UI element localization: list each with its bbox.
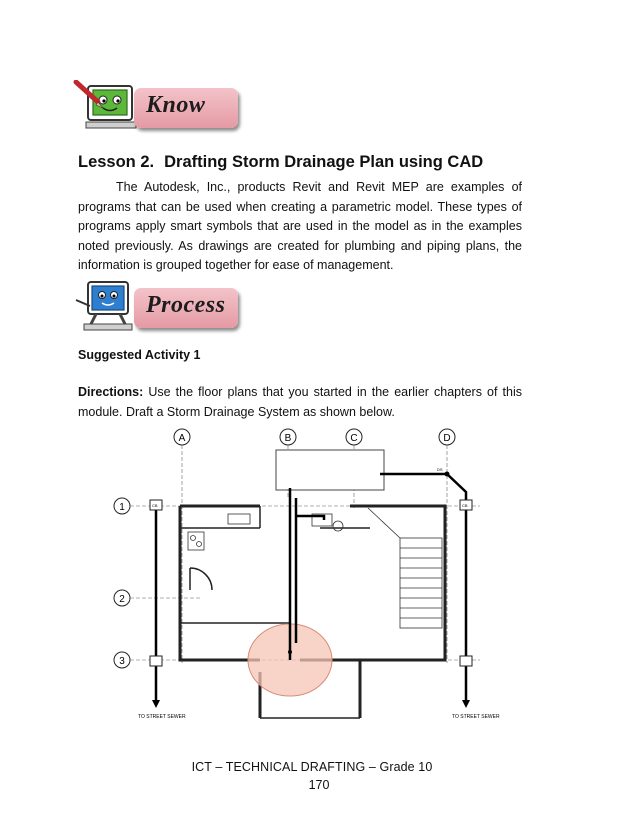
activity-title: Suggested Activity 1	[78, 348, 201, 362]
cb-label: CB	[462, 503, 468, 508]
fixtures	[188, 514, 343, 550]
grid-row-2: 2	[119, 594, 125, 605]
page-number: 170	[308, 778, 330, 792]
storm-drainage-floor-plan	[100, 428, 510, 728]
know-banner	[134, 88, 238, 128]
grid-row-markers	[114, 498, 130, 668]
ds-label: DS	[437, 467, 443, 472]
downspout-icon	[288, 650, 292, 654]
directions-text: Use the floor plans that you started in the earlier chapters of this module. Draft a Storm Drainage System as shown below.	[78, 385, 522, 419]
know-label: Know	[146, 92, 206, 118]
downspout-icon	[445, 472, 450, 477]
lesson-heading	[78, 153, 483, 172]
cb-label: CB	[152, 503, 158, 508]
sewer-labels	[138, 714, 500, 720]
grid-row-3: 3	[119, 656, 125, 667]
sewer-label-left: TO STREET SEWER	[138, 714, 186, 720]
sewer-label-right: TO STREET SEWER	[452, 714, 500, 720]
roof-outline	[276, 450, 384, 490]
lesson-title: Drafting Storm Drainage Plan using CAD	[164, 153, 484, 171]
process-label: Process	[146, 292, 226, 318]
grid-col-c: C	[350, 433, 358, 444]
grid-col-b: B	[284, 433, 292, 444]
grid-col-a: A	[178, 433, 186, 444]
footer-course: ICT – TECHNICAL DRAFTING – Grade 10	[191, 760, 433, 774]
activity-directions	[78, 382, 522, 422]
know-badge	[72, 80, 240, 132]
sewer-arrow-right-icon	[462, 700, 470, 708]
process-badge	[72, 280, 240, 332]
sewer-arrow-left-icon	[152, 700, 160, 708]
grid-column-markers	[174, 429, 455, 445]
lesson-number: Lesson 2.	[78, 153, 155, 171]
grid-row-1: 1	[119, 502, 125, 513]
lesson-paragraph: The Autodesk, Inc., products Revit and Revit MEP are examples of programs that can be used when creating a parametric model. These types of programs apply smart symbols that are used in the model as in the examples noted previously. As drawings are created for plumbing and piping plans, the information is grouped together for ease of management.	[78, 180, 522, 273]
grid-col-d: D	[443, 433, 451, 444]
directions-label: Directions:	[78, 385, 144, 399]
process-banner	[134, 288, 238, 328]
stairs	[368, 508, 442, 628]
